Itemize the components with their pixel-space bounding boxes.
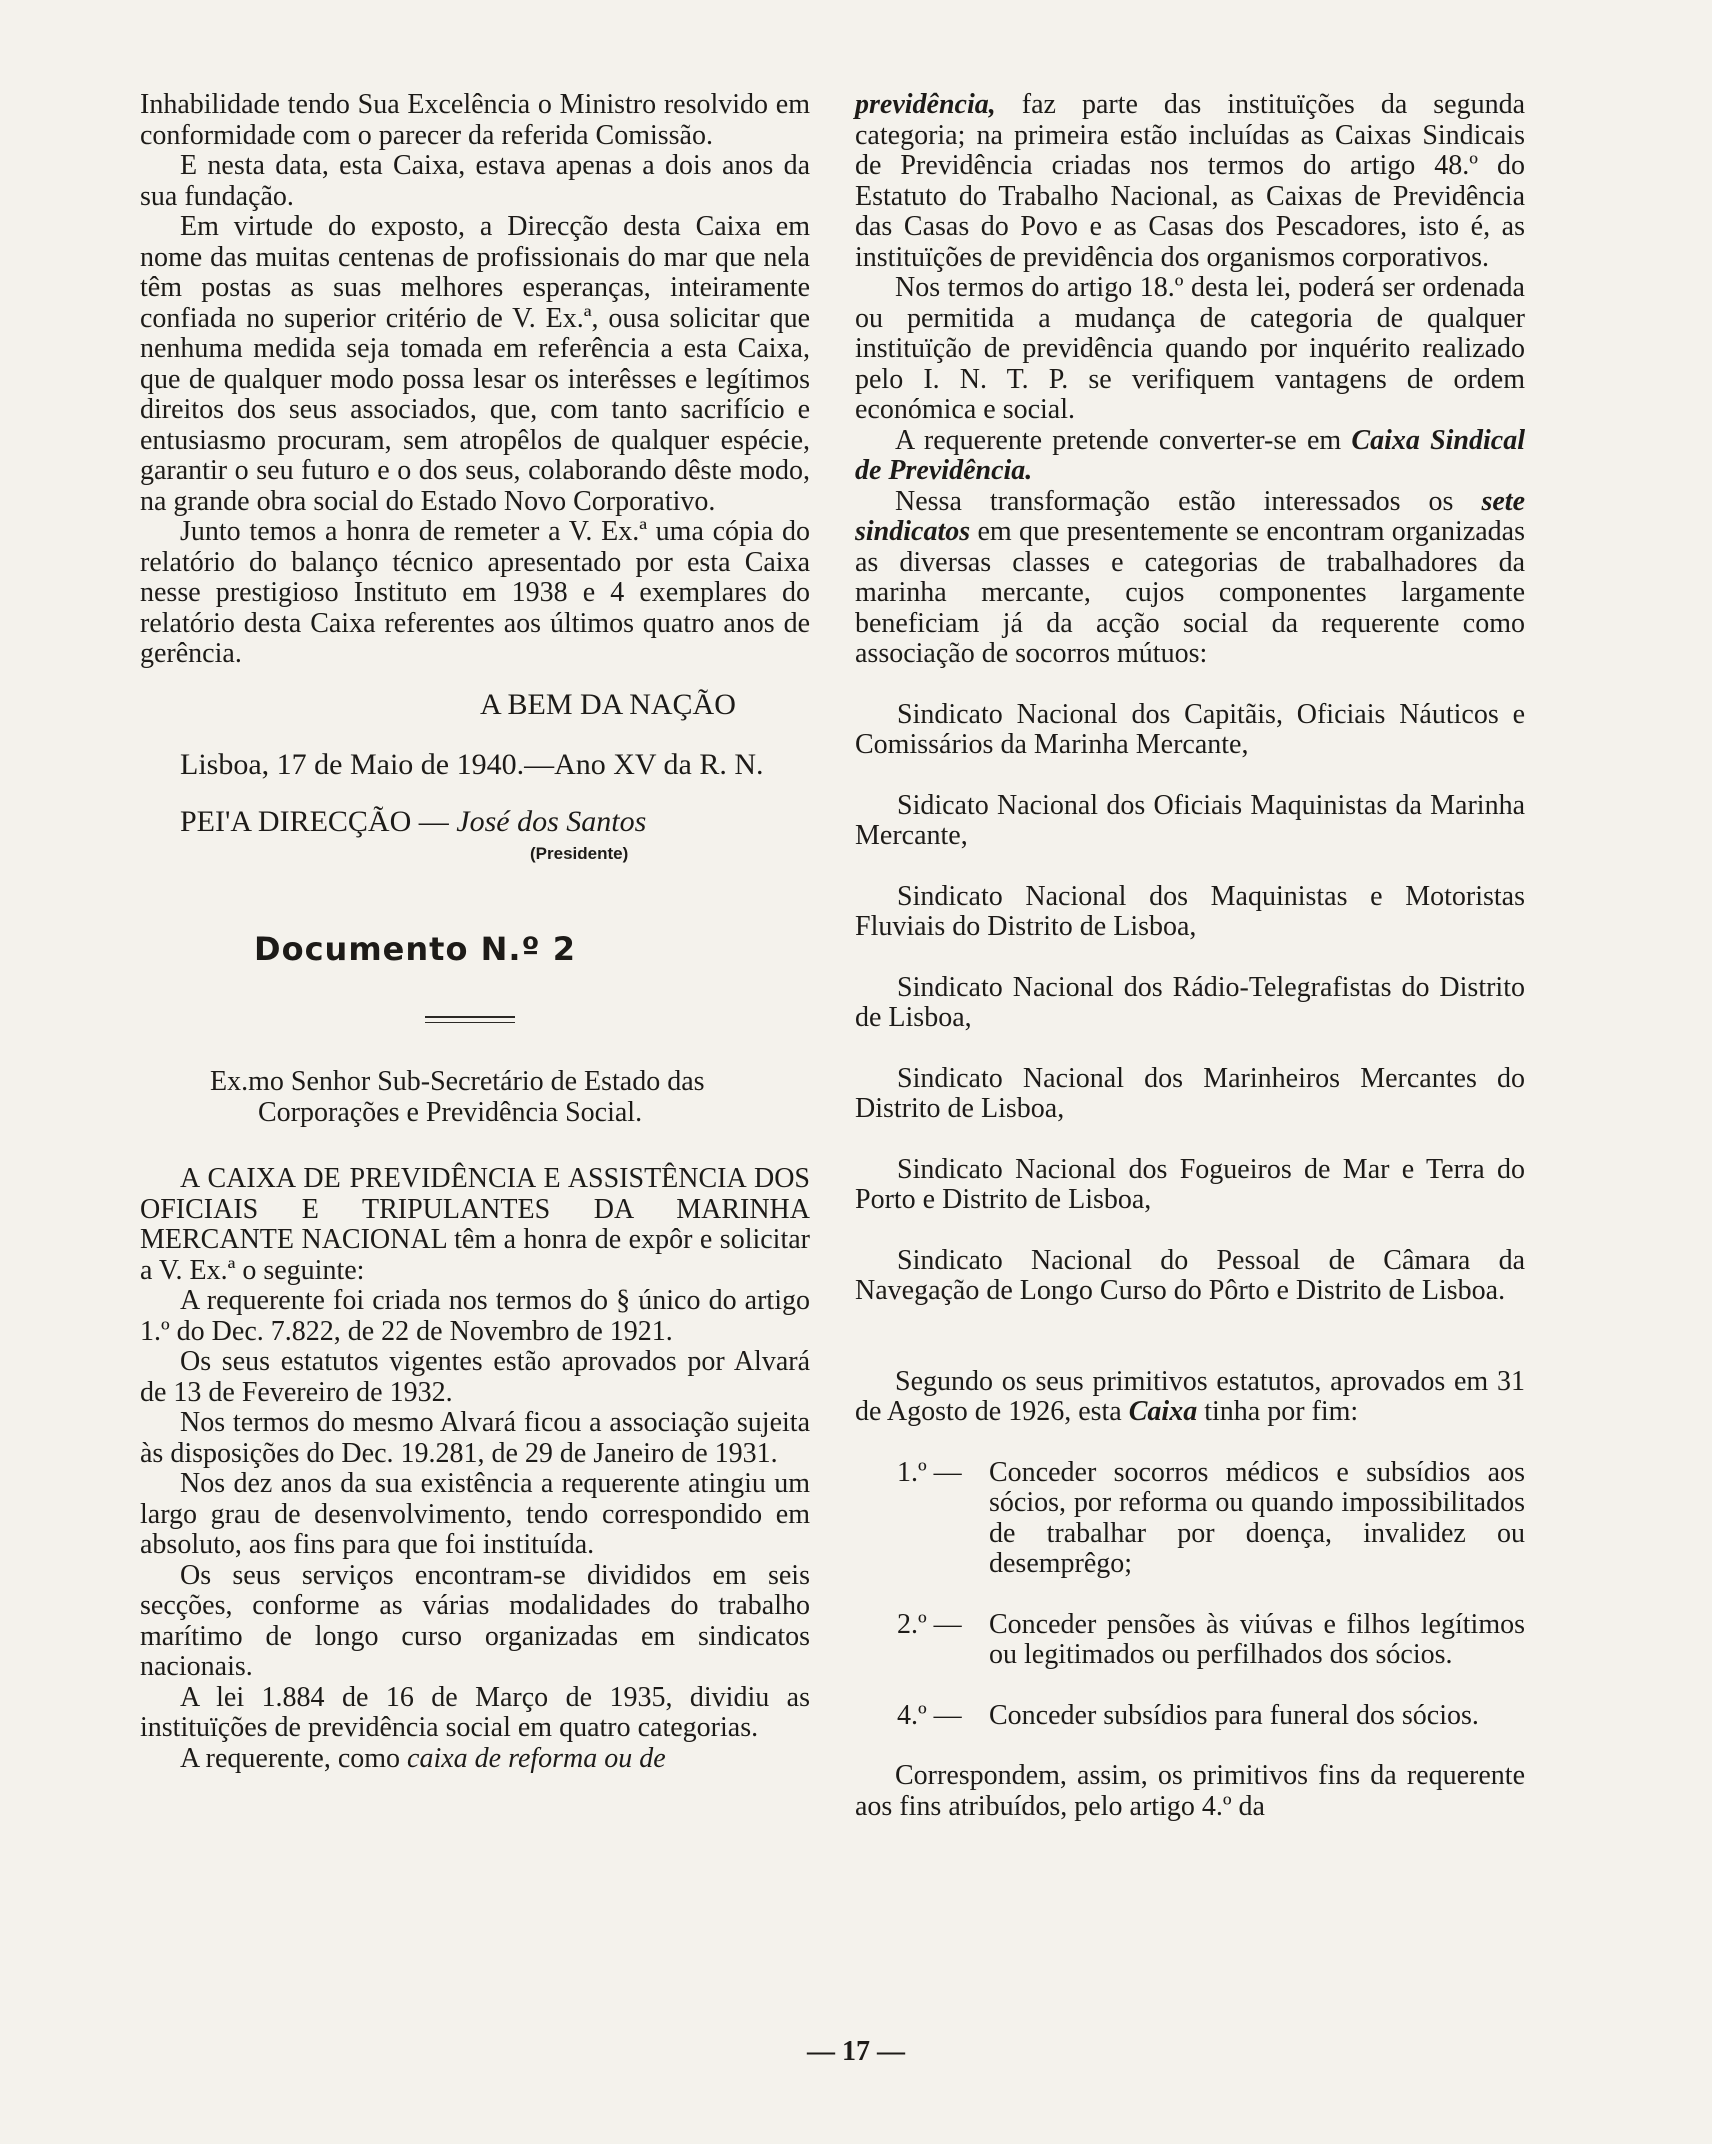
list-item [855,1610,1525,1671]
syndicate-list [855,700,1525,1307]
paragraph: A requerente foi criada nos termos do § único do artigo 1.º do Dec. 7.822, de 22 de Novembro de 1921. [140,1285,810,1347]
paragraph: Os seus serviços encontram-se divididos em seis secções, conforme as várias modalidades do trabalho marítimo de longo curso organizadas em sindicatos nacionais. [140,1559,810,1682]
signature-prefix: PEI'A DIRECÇÃO — [180,804,449,838]
item-number: 4.º — [897,1699,962,1731]
syndicate-name: Sindicato Nacional dos Rádio-Telegrafistas do Distrito de Lisboa, [855,971,1525,1033]
italic-run: Caixa Sindical de Previdência. [855,424,1525,486]
text-run: A requerente, como [180,1742,401,1774]
paragraph: Correspondem, assim, os primitivos fins da requerente aos fins atribuídos, pelo artigo 4.º da [855,1760,1525,1822]
paragraph: Nos termos do mesmo Alvará ficou a associação sujeita às disposições do Dec. 19.281, de 29 de Janeiro de 1931. [140,1407,810,1469]
paragraph: Inhabilidade tendo Sua Excelência o Ministro resolvido em conformidade com o parecer da referida Comissão. [140,89,810,151]
paragraph [855,426,1525,487]
italic-run: Caixa [1128,1396,1198,1427]
paragraph: Em virtude do exposto, a Direcção desta Caixa em nome das muitas centenas de profissionais do mar que nela têm postas as suas melhores esperanças, inteiramente confiada no superior critério de V. Ex.ª, ousa solicitar que nenhuma medida seja tomada em referência a esta Caixa, que de qualquer modo possa lesar os interêsses e legítimos direitos dos seus associados, que, com tanto sacrifício e entusiasmo procuram, sem atropêlos de qualquer espécie, garantir o seu futuro e o dos seus, colaborando dêste modo, na grande obra social do Estado Novo Corporativo. [140,211,810,517]
syndicate-name: Sindicato Nacional do Pessoal de Câmara da Navegação de Longo Curso do Pôrto e Distrito de Lisboa. [855,1244,1525,1306]
text-run: em que presentemente se encontram organizadas as diversas classes e categorias de trabalhadores da marinha mercante, cujos componentes largamente beneficiam já da acção social da requerente como associação de socorros mútuos: [855,516,1526,669]
document-title: Documento N.º 2 [254,929,576,968]
page-number: — 17 — [807,2036,905,2067]
paragraph [855,487,1525,670]
paragraph [140,1744,810,1775]
left-column [140,90,810,1774]
syndicate-item [855,973,1525,1034]
italic-run: previdência, [855,89,996,120]
signature-name: José dos Santos [456,804,647,838]
syndicate-item [855,700,1525,761]
item-number: 2.º — [897,1608,962,1640]
syndicate-name: Sidicato Nacional dos Oficiais Maquinistas da Marinha Mercante, [855,789,1525,851]
syndicate-name: Sindicato Nacional dos Marinheiros Mercantes do Distrito de Lisboa, [855,1062,1525,1124]
paragraph: Nos dez anos da sua existência a requerente atingiu um largo grau de desenvolvimento, tendo correspondido em absoluto, aos fins para que foi instituída. [140,1468,810,1560]
text-run: faz parte das instituïções da segunda categoria; na primeira estão incluídas as Caixas Sindicais de Previdência criadas nos termos do artigo 48.º do Estatuto do Trabalho Nacional, as Caixas de Previdência das Casas do Povo e as Casas dos Pescadores, isto é, as instituïções de previdência dos organismos corporativos. [855,89,1526,273]
list-item [855,1458,1525,1580]
syndicate-item [855,1064,1525,1125]
syndicate-name: Sindicato Nacional dos Maquinistas e Motoristas Fluviais do Distrito de Lisboa, [855,880,1525,942]
paragraph: Nos termos do artigo 18.º desta lei, poderá ser ordenada ou permitida a mudança de categoria de qualquer instituïção de previdência quando por inquérito realizado pelo I. N. T. P. se verifiquem vantagens de ordem económica e social. [855,272,1525,425]
paragraph [855,90,1525,273]
text-run: A requerente pretende converter-se em [895,424,1342,456]
paragraph: A CAIXA DE PREVIDÊNCIA E ASSISTÊNCIA DOS OFICIAIS E TRIPULANTES DA MARINHA MERCANTE NACIONAL têm a honra de expôr e solicitar a V. Ex.ª o seguinte: [140,1163,810,1286]
salutation-line-2: Corporações e Previdência Social. [258,1096,643,1128]
item-text: Conceder subsídios para funeral dos sócios. [989,1699,1479,1731]
divider [425,1016,515,1018]
date-line: Lisboa, 17 de Maio de 1940.—Ano XV da R. N. [180,748,764,781]
paragraph: Junto temos a honra de remeter a V. Ex.ª uma cópia do relatório do balanço técnico apresentado por esta Caixa nesse prestigioso Instituto em 1938 e 4 exemplares do relatório desta Caixa referentes aos últimos quatro anos de gerência. [140,516,810,669]
item-number: 1.º — [897,1456,962,1488]
syndicate-item [855,791,1525,852]
paragraph: E nesta data, esta Caixa, estava apenas a dois anos da sua fundação. [140,150,810,212]
motto: A BEM DA NAÇÃO [480,687,736,721]
syndicate-name: Sindicato Nacional dos Capitãis, Oficiais Náuticos e Comissários da Marinha Mercante, [855,698,1525,760]
syndicate-item [855,1155,1525,1216]
paragraph: A lei 1.884 de 16 de Março de 1935, dividiu as instituïções de previdência social em quatro categorias. [140,1681,810,1743]
italic-run: sete sindicatos [855,485,1526,547]
syndicate-item [855,882,1525,943]
salutation-line-1: Ex.mo Senhor Sub-Secretário de Estado das [210,1066,705,1097]
list-item [855,1701,1525,1732]
paragraph: Os seus estatutos vigentes estão aprovados por Alvará de 13 de Fevereiro de 1932. [140,1346,810,1408]
italic-run: caixa de reforma ou de [407,1742,666,1774]
text-run: Nessa transformação estão interessados os [895,485,1454,517]
right-column [855,90,1525,1822]
text-run: tinha por fim: [1204,1396,1359,1427]
syndicate-item [855,1246,1525,1307]
paragraph [855,1367,1525,1428]
text-run: Segundo os seus primitivos estatutos, aprovados em 31 de Agosto de 1926, esta [855,1365,1525,1427]
signature-line [140,804,810,838]
signature-role: (Presidente) [530,844,629,863]
item-text: Conceder socorros médicos e subsídios aos sócios, por reforma ou quando impossibilitados de trabalhar por doença, invalidez ou desemprêgo; [989,1456,1525,1579]
divider [425,1022,515,1023]
syndicate-name: Sindicato Nacional dos Fogueiros de Mar e Terra do Porto e Distrito de Lisboa, [855,1153,1525,1215]
item-text: Conceder pensões às viúvas e filhos legítimos ou legitimados ou perfilhados dos sócios. [989,1608,1525,1670]
